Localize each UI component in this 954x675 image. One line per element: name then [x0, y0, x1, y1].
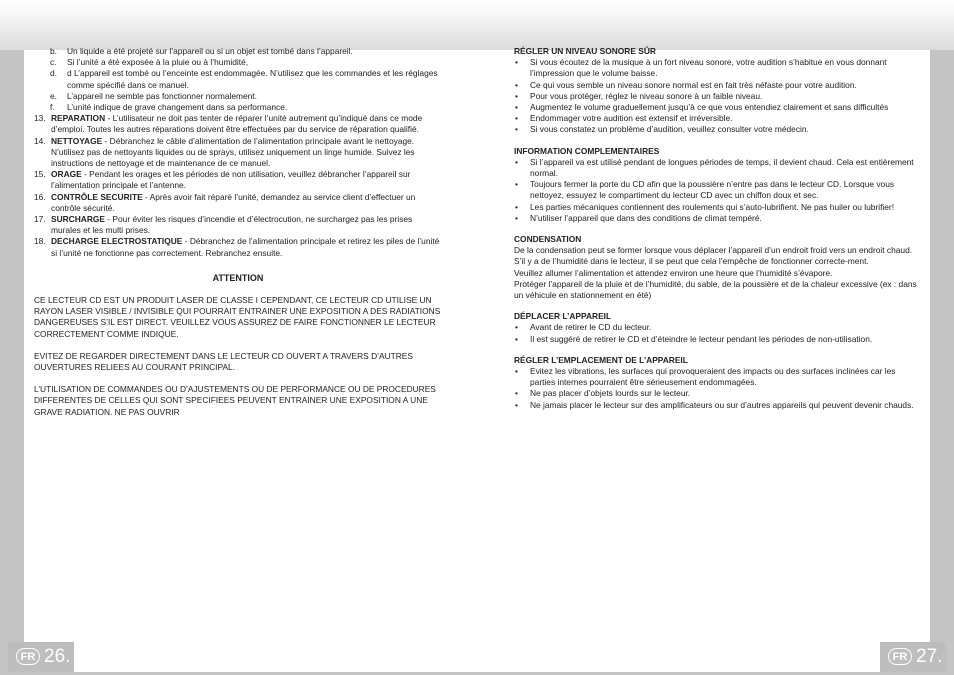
section-title: CONDENSATION — [514, 234, 582, 245]
section-device-placement — [514, 355, 918, 411]
section-title: INFORMATION COMPLEMENTAIRES — [514, 145, 660, 156]
bullet-item: • Ne jamais placer le lecteur sur des amplificateurs ou sur d’autres appareils qui peuvent devenir chauds. — [515, 399, 914, 410]
bullet-item: • Endommager votre audition est extensif et irréversible. — [515, 113, 733, 124]
numbered-item: 18. DECHARGE ELECTROSTATIQUE - Débranchez de l’alimentation principale et retirez les piles de l’unité si l’unité ne fonctionne pas correctement. Rebranchez ensuite. — [34, 236, 440, 258]
page-number-box-left — [8, 642, 74, 672]
left-page-content — [34, 46, 442, 429]
bullet-item: • Augmentez le volume graduellement jusqu’à ce que vous entendiez clairement et sans difficultés — [515, 102, 889, 113]
bullet-item: • Toujours fermer la porte du CD afin que la poussière n’entre pas dans le lecteur CD. Lorsque vous nettoyez, essuyez le compartiment du lecteur CD avec un chiffon doux et sec. — [515, 179, 895, 201]
numbered-item: 16. CONTRÔLE SECURITE - Après avoir fait réparé l’unité, demandez au service client d’effectuer un contrôle sécurité. — [34, 191, 416, 213]
page-number: 27. — [916, 646, 943, 667]
numbered-item: 14. NETTOYAGE - Débranchez le câble d’alimentation de l’alimentation principale avant le nettoyage. N’utilisez pas de nettoyants liquides ou de sprays, utilisez uniquement un linge humide. Suivez les instructions de nettoyage et de maintenance de ce manuel. — [34, 135, 415, 169]
section-title: RÉGLER L’EMPLACEMENT DE L’APPAREIL — [514, 354, 688, 365]
laser-warning-paragraph: EVITEZ DE REGARDER DIRECTEMENT DANS LE LECTEUR CD OUVERT A TRAVERS D’AUTRES OUVERTURES RELIEES AU COURANT PRINCIPAL. — [34, 350, 413, 373]
sub-item: f. L’unité indique de grave changement dans sa performance. — [50, 102, 288, 113]
header-band — [0, 0, 954, 50]
section-title: RÉGLER UN NIVEAU SONORE SÛR — [514, 46, 656, 56]
right-margin-bar — [930, 50, 954, 675]
bullet-item: • Il est suggéré de retirer le CD et d’éteindre le lecteur pendant les périodes de non-utilisation. — [515, 333, 873, 344]
sub-item: e. L’appareil ne semble pas fonctionner normalement. — [50, 90, 257, 101]
section-condensation — [514, 234, 918, 301]
left-margin-bar — [0, 50, 24, 675]
laser-warning-paragraph: L’UTILISATION DE COMMANDES OU D’AJUSTEMENTS OU DE PERFORMANCE OU DE PROCEDURES DIFFERENTES DE CELLES QUI SONT SPECIFIEES PEUVENT ENTRAINER UNE EXPOSITION A UNE GRAVE RADIATION. NE PAS OUVRIR — [34, 384, 436, 417]
bullet-item: • Si vous constatez un problème d’audition, veuillez consulter votre médecin. — [515, 124, 809, 135]
paragraph: De la condensation peut se former lorsque vous déplacer l’appareil d’un endroit froid vers un endroit chaud. S’il y a de l’humidité dans le lecteur, il se peut que cela l’empêche de fonctionner correcte-ment. — [514, 245, 913, 267]
paragraph: Protéger l’appareil de la pluie et de l’humidité, du sable, de la poussière et de la chaleur excessive (ex : dans un véhicule en stationnement en été) — [514, 278, 917, 301]
bullet-item: • Si vous écoutez de la musique à un fort niveau sonore, votre audition s’habitue en vous donnant l’impression que le volume baisse. — [515, 57, 887, 79]
section-title: DÉPLACER L’APPAREIL — [514, 311, 612, 322]
section-additional-info — [514, 146, 918, 224]
bullet-item: • N’utiliser l’appareil que dans des conditions de climat tempéré. — [515, 212, 762, 223]
paragraph: Veuillez allumer l’alimentation et attendez environ une heure que l’humidité s’évapore. — [514, 267, 833, 278]
numbered-item: 15. ORAGE - Pendant les orages et les périodes de non utilisation, veuillez débrancher l’appareil sur l’alimentation principale et l’antenne. — [34, 169, 411, 191]
right-page-content — [514, 46, 918, 421]
laser-warning-paragraph: CE LECTEUR CD EST UN PRODUIT LASER DE CLASSE I CEPENDANT, CE LECTEUR CD UTILISE UN RAYON LASER VISIBLE / INVISIBLE QUI POURRAIT ENTRAINER UNE EXPOSITION A DES RADIATIONS DANGEREUSES S’IL EST DIRECT. VEUILLEZ VOUS ASSUREZ DE FAIRE FONCTIONNER LE LECTEUR CORRECTEMENT COMME INDIQUE. — [34, 295, 441, 339]
bullet-item: • Les parties mécaniques contiennent des roulements qui s’auto-lubrifient. Ne pas huiler ou lubrifier! — [515, 201, 895, 212]
bullet-item: • Ce qui vous semble un niveau sonore normal est en fait très néfaste pour votre audition. — [515, 79, 857, 90]
attention-heading: ATTENTION — [212, 272, 264, 283]
numbered-list — [34, 113, 442, 259]
bullet-item: • Pour vous protéger, réglez le niveau sonore à un faible niveau. — [515, 90, 763, 101]
sub-item: c. Si l’unité a été exposée à la pluie ou à l’humidité, — [50, 57, 249, 68]
bullet-item: • Ne pas placer d’objets lourds sur le lecteur. — [515, 388, 691, 399]
page-number: 26. — [44, 646, 71, 667]
numbered-item: 13. REPARATION - L’utilisateur ne doit pas tenter de réparer l’unité autrement qu’indiqué dans ce mode d’emploi. Toutes les autres réparations doivent être effectuées par du service de réparation qualifié. — [34, 113, 423, 135]
page-number-box-right — [880, 642, 946, 672]
sub-item: b. Un liquide a été projeté sur l’appareil ou si un objet est tombé dans l’appareil. — [50, 46, 353, 56]
bullet-item: • Evitez les vibrations, les surfaces qui provoqueraient des impacts ou des surfaces inclinées car les parties internes pourraient être sérieusement endommagées. — [515, 366, 896, 388]
bullet-item: • Avant de retirer le CD du lecteur. — [515, 322, 652, 333]
numbered-item: 17. SURCHARGE - Pour éviter les risques d’incendie et d’électrocution, ne surchargez pas les prises murales et les multi prises. — [34, 214, 413, 236]
language-badge: FR — [16, 648, 40, 665]
language-badge: FR — [888, 648, 912, 665]
section-moving-device — [514, 311, 918, 345]
sub-item: d. d L’appareil est tombé ou l’enceinte est endommagée. N’utilisez que les commandes et les réglages comme spécifié dans ce manuel. — [50, 68, 438, 90]
sub-item-list — [34, 46, 442, 113]
section-sound-level — [514, 46, 918, 136]
bullet-item: • Si l’appareil va est utilisé pendant de longues périodes de temps, il devient chaud. Cela est entièrement normal. — [515, 156, 914, 179]
